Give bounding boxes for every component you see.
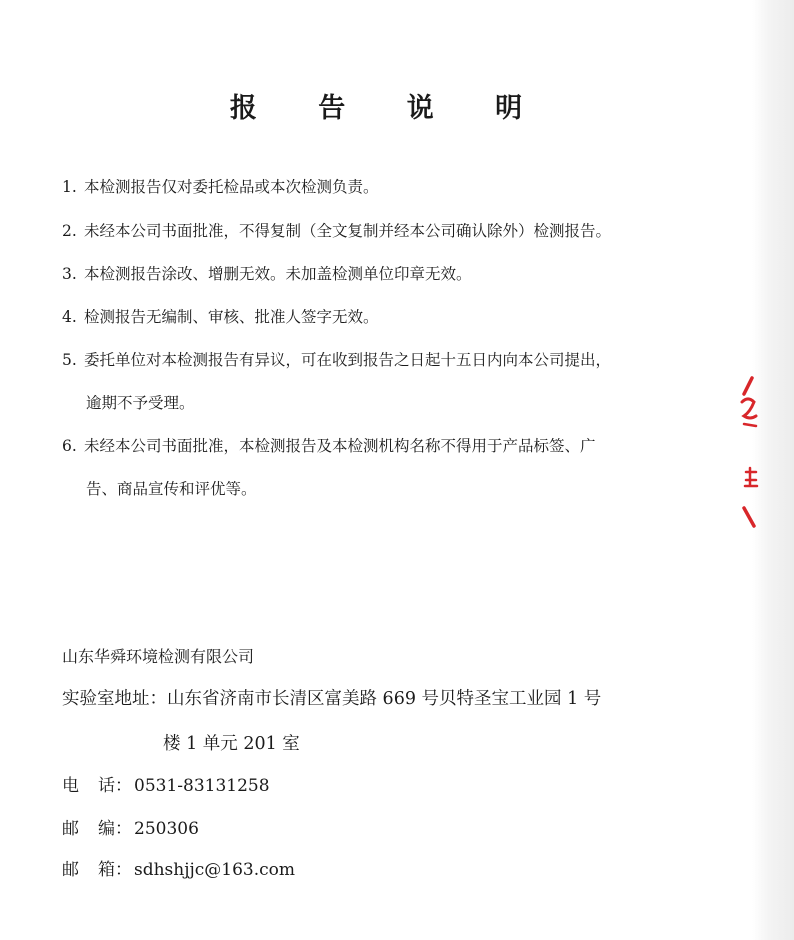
item-number: 4. xyxy=(62,308,77,326)
phone-value: 0531-83131258 xyxy=(134,776,270,796)
item-text: 本检测报告涂改、增删无效。未加盖检测单位印章无效。 xyxy=(84,265,472,283)
page-title: 报 告 说 明 xyxy=(229,93,549,124)
item-number: 5. xyxy=(62,351,77,369)
address-label: 实验室地址： xyxy=(62,689,167,709)
red-seal-fragment-icon xyxy=(736,372,764,532)
list-item xyxy=(62,177,379,197)
postcode-label: 邮 编： xyxy=(62,819,132,839)
address-continuation: 楼 1 单元 201 室 xyxy=(163,734,300,754)
phone-line xyxy=(62,774,270,798)
item-text: 未经本公司书面批准，本检测报告及本检测机构名称不得用于产品标签、广 xyxy=(84,437,596,455)
email-line xyxy=(62,858,295,882)
email-value: sdhshjjc@163.com xyxy=(134,860,296,880)
item-number: 6. xyxy=(62,437,77,455)
item-text: 委托单位对本检测报告有异议，可在收到报告之日起十五日内向本公司提出， xyxy=(84,351,612,369)
list-item xyxy=(62,350,611,370)
item-number: 1. xyxy=(62,178,77,196)
address-value: 山东省济南市长清区富美路 669 号贝特圣宝工业园 1 号 xyxy=(167,689,602,709)
list-item xyxy=(62,221,611,241)
list-item xyxy=(62,264,472,284)
item-text: 本检测报告仅对委托检品或本次检测负责。 xyxy=(84,178,379,196)
postcode-line xyxy=(62,817,199,841)
phone-label: 电 话： xyxy=(62,776,132,796)
list-item xyxy=(62,436,596,456)
item-text: 未经本公司书面批准，不得复制（全文复制并经本公司确认除外）检测报告。 xyxy=(84,222,612,240)
item-number: 3. xyxy=(62,265,77,283)
list-item xyxy=(62,307,379,327)
item-number: 2. xyxy=(62,222,77,240)
company-name: 山东华舜环境检测有限公司 xyxy=(62,647,255,666)
lab-address xyxy=(62,687,601,711)
item-continuation: 逾期不予受理。 xyxy=(86,394,195,412)
item-text: 检测报告无编制、审核、批准人签字无效。 xyxy=(84,308,379,326)
email-label: 邮 箱： xyxy=(62,860,132,880)
postcode-value: 250306 xyxy=(134,819,199,839)
item-continuation: 告、商品宣传和评优等。 xyxy=(86,480,257,498)
